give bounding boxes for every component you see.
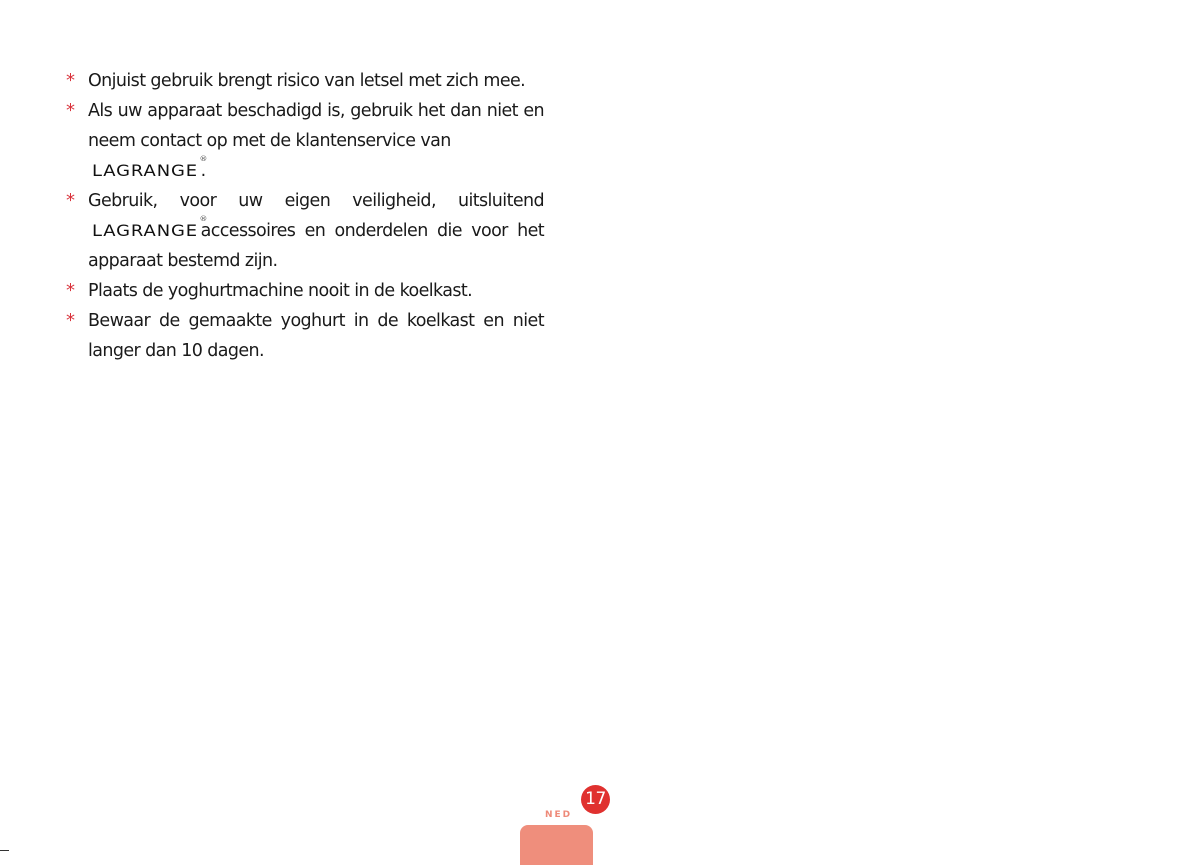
list-item-text: Plaats de yoghurtmachine nooit in de koelkast. [88,281,473,301]
language-label: NED [545,810,573,820]
list-item [66,66,544,96]
asterisk-bullet-icon: * [66,310,75,331]
list-item-text: Als uw apparaat beschadigd is, gebruik het dan niet en neem contact op met de klantenservice van [88,101,544,151]
list-item-text: Gebruik, voor uw eigen veiligheid, uitsluitend [88,191,544,211]
page-number-badge: 17 [581,785,610,814]
page-tab [520,825,593,865]
registered-mark: ® [199,155,208,163]
list-item [66,306,544,366]
list-item [66,96,544,186]
brand-logo: LAGRANGE ® [92,156,198,186]
registered-mark: ® [199,215,208,223]
safety-instructions-list [66,66,544,366]
list-item-text: Onjuist gebruik brengt risico van letsel met zich mee. [88,71,526,91]
list-item-text: Bewaar de gemaakte yoghurt in de koelkast en niet langer dan 10 dagen. [88,311,544,361]
asterisk-bullet-icon: * [66,190,75,211]
list-item-suffix: accessoires en onderdelen die voor het apparaat bestemd zijn. [88,221,544,271]
list-item-suffix: . [200,161,206,181]
list-item [66,276,544,306]
asterisk-bullet-icon: * [66,70,75,91]
list-item [66,186,544,276]
asterisk-bullet-icon: * [66,100,75,121]
asterisk-bullet-icon: * [66,280,75,301]
brand-logo: LAGRANGE ® [92,216,198,246]
